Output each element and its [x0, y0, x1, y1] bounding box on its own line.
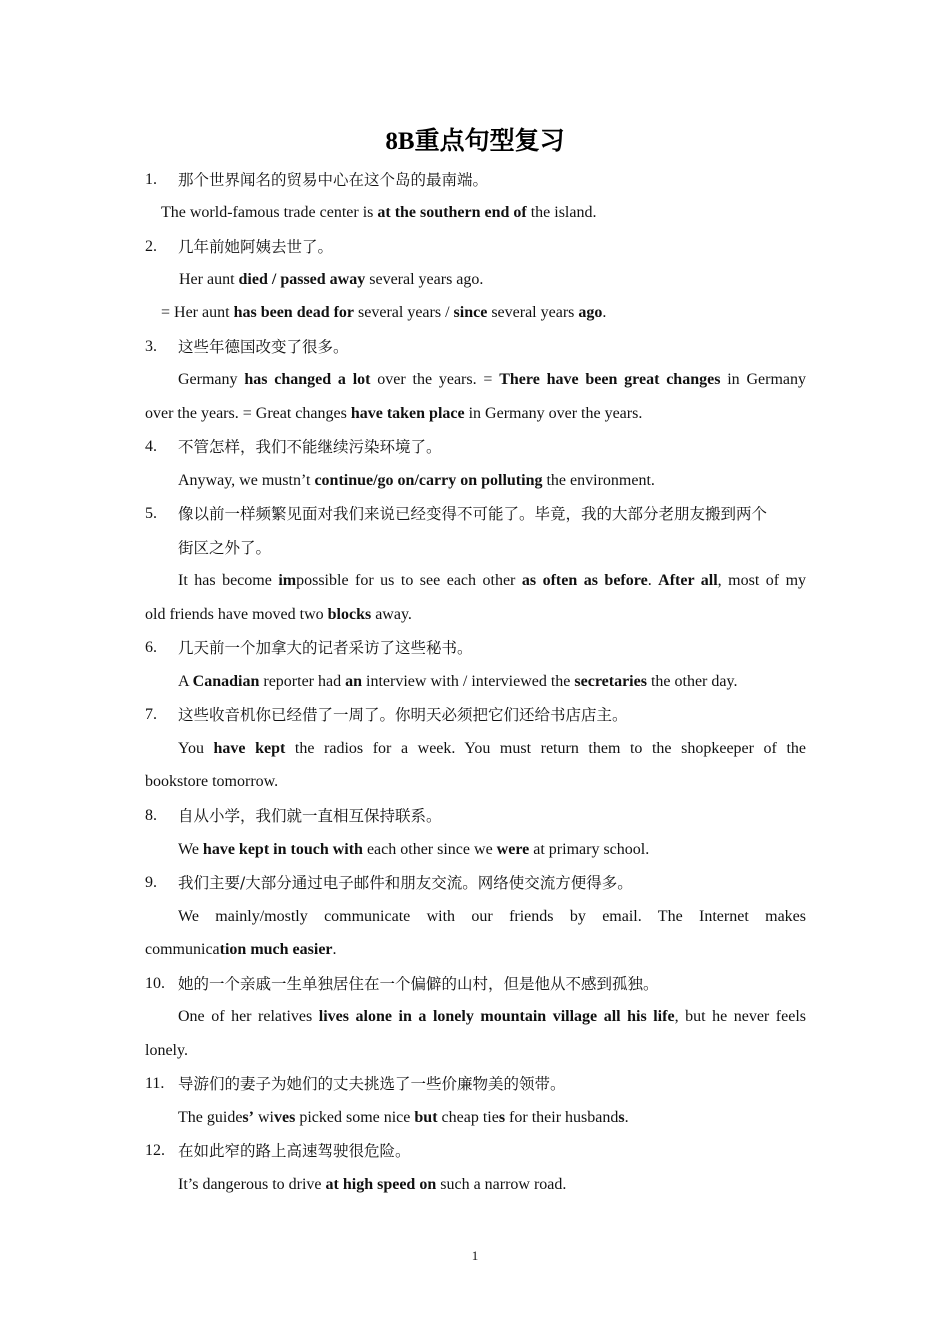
- question-number: 2.: [145, 238, 157, 255]
- english-sentence-2b: = Her aunt has been dead for several years / since several years ago.: [161, 304, 607, 321]
- question-number: 7.: [145, 706, 157, 723]
- english-sentence-9b: communication much easier.: [145, 941, 337, 958]
- english-sentence-6: A Canadian reporter had an interview with / interviewed the secretaries the other day.: [178, 673, 738, 690]
- english-sentence-11: The guides’ wives picked some nice but cheap ties for their husbands.: [178, 1109, 629, 1126]
- english-sentence-7b: bookstore tomorrow.: [145, 773, 279, 790]
- question-number: 5.: [145, 505, 157, 522]
- english-sentence-7a: You have kept the radios for a week. You must return them to the shopkeeper of the: [178, 740, 806, 757]
- chinese-sentence-continued: 街区之外了。: [178, 539, 272, 557]
- chinese-sentence: 这些年德国改变了很多。: [178, 338, 349, 356]
- question-number: 3.: [145, 338, 157, 355]
- question-number: 4.: [145, 438, 157, 455]
- chinese-sentence: 几年前她阿姨去世了。: [178, 238, 334, 256]
- question-number: 8.: [145, 807, 157, 824]
- english-sentence-10a: One of her relatives lives alone in a lonely mountain village all his life, but he never feels: [178, 1008, 807, 1025]
- question-number: 9.: [145, 874, 157, 891]
- question-number: 11.: [145, 1075, 165, 1092]
- question-number: 6.: [145, 639, 157, 656]
- page-title: 8B重点句型复习: [385, 128, 565, 155]
- page-number: 1: [471, 1248, 479, 1263]
- chinese-sentence: 那个世界闻名的贸易中心在这个岛的最南端。: [178, 171, 489, 189]
- chinese-sentence: 自从小学，我们就一直相互保持联系。: [178, 807, 442, 825]
- english-sentence-8: We have kept in touch with each other since we were at primary school.: [178, 841, 650, 858]
- question-number: 12.: [145, 1142, 165, 1159]
- english-sentence-1: The world-famous trade center is at the southern end of the island.: [161, 204, 597, 221]
- chinese-sentence: 她的一个亲戚一生单独居住在一个偏僻的山村，但是他从不感到孤独。: [178, 975, 659, 993]
- english-sentence-9a: We mainly/mostly communicate with our friends by email. The Internet makes: [178, 908, 806, 925]
- chinese-sentence: 几天前一个加拿大的记者采访了这些秘书。: [178, 639, 473, 657]
- english-sentence-3b: over the years. = Great changes have taken place in Germany over the years.: [145, 405, 643, 422]
- chinese-sentence: 不管怎样，我们不能继续污染环境了。: [178, 438, 442, 456]
- chinese-sentence: 在如此窄的路上高速驾驶很危险。: [178, 1142, 411, 1160]
- chinese-sentence: 这些收音机你已经借了一周了。你明天必须把它们还给书店店主。: [178, 706, 628, 724]
- english-sentence-2a: Her aunt died / passed away several years ago.: [179, 271, 484, 288]
- english-sentence-12: It’s dangerous to drive at high speed on such a narrow road.: [178, 1176, 567, 1193]
- question-number: 10.: [145, 975, 165, 992]
- english-sentence-4: Anyway, we mustn’t continue/go on/carry on polluting the environment.: [178, 472, 655, 489]
- english-sentence-3a: Germany has changed a lot over the years. = There have been great changes in Germany: [178, 371, 806, 388]
- english-sentence-5a: It has become impossible for us to see each other as often as before. After all, most of my: [178, 572, 807, 589]
- english-sentence-10b: lonely.: [145, 1042, 188, 1059]
- chinese-sentence: 导游们的妻子为她们的丈夫挑选了一些价廉物美的领带。: [178, 1075, 566, 1093]
- chinese-sentence: 我们主要/大部分通过电子邮件和朋友交流。网络使交流方便得多。: [178, 874, 633, 892]
- chinese-sentence: 像以前一样频繁见面对我们来说已经变得不可能了。毕竟，我的大部分老朋友搬到两个: [178, 505, 768, 523]
- english-sentence-5b: old friends have moved two blocks away.: [145, 606, 412, 623]
- question-number: 1.: [145, 171, 157, 188]
